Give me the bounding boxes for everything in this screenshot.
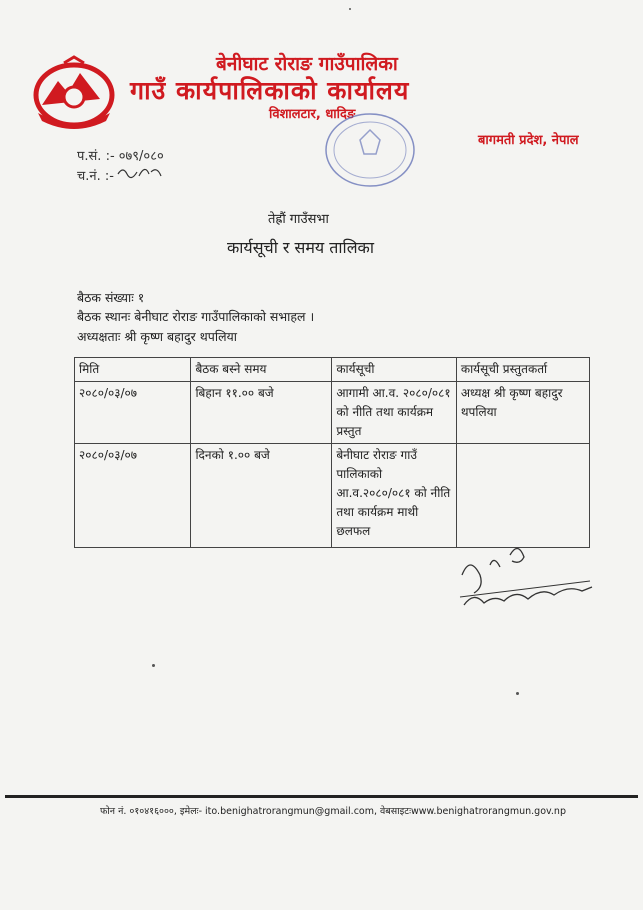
table-row (75, 444, 590, 548)
cell-presenter (456, 444, 589, 548)
municipality-name: बेनीघाट रोराङ गाउँपालिका (216, 53, 398, 75)
government-emblem-logo (28, 55, 120, 129)
handwritten-signature (450, 535, 600, 613)
meeting-number: बैठक संख्याः १ (77, 290, 145, 305)
header-date: मिति (75, 358, 191, 382)
assembly-subtitle: तेह्रौं गाउँसभा (268, 212, 329, 227)
official-stamp (322, 110, 418, 190)
schedule-table (74, 357, 590, 548)
speck-mark (516, 692, 519, 695)
contact-footer: फोन नं. ०१०४१६०००, इमेलः- ito.benighatrorangmun@gmail.com, वेबसाइटःwww.benighatrorangmun.gov.np (100, 806, 566, 817)
table-header-row (75, 358, 590, 382)
cell-time: बिहान ११.०० बजे (191, 382, 332, 444)
dispatch-number: च.नं. :- (77, 169, 114, 184)
cell-presenter: अध्यक्ष श्री कृष्ण बहादुर थपलिया (456, 382, 589, 444)
speck-mark (152, 664, 155, 667)
table-row (75, 382, 590, 444)
office-location: विशालटार, धादिङ (269, 107, 356, 122)
header-agenda: कार्यसूची (332, 358, 457, 382)
footer-divider (5, 795, 638, 798)
province-name: बागमती प्रदेश, नेपाल (478, 133, 579, 148)
cell-agenda: बेनीघाट रोराङ गाउँ पालिकाको आ.व.२०८०/०८१ को नीति तथा कार्यक्रम माथी छलफल (332, 444, 457, 548)
meeting-venue: बैठक स्थानः बेनीघाट रोराङ गाउँपालिकाको सभाहल । (77, 309, 315, 324)
meeting-chair: अध्यक्षताः श्री कृष्ण बहादुर थपलिया (77, 329, 238, 344)
header-presenter: कार्यसूची प्रस्तुतकर्ता (456, 358, 589, 382)
cell-time: दिनको १.०० बजे (191, 444, 332, 548)
document-title: कार्यसूची र समय तालिका (227, 238, 374, 257)
cell-date: २०८०/०३/०७ (75, 382, 191, 444)
handwritten-dispatch-number (115, 162, 165, 182)
header-time: बैठक बस्ने समय (191, 358, 332, 382)
cell-date: २०८०/०३/०७ (75, 444, 191, 548)
office-name: गाउँ कार्यपालिकाको कार्यालय (130, 76, 410, 105)
cell-agenda: आगामी आ.व. २०८०/०८१ को नीति तथा कार्यक्रम प्रस्तुत (332, 382, 457, 444)
reference-number: प.सं. :- ०७९/०८० (77, 149, 164, 164)
speck-mark (349, 8, 351, 10)
